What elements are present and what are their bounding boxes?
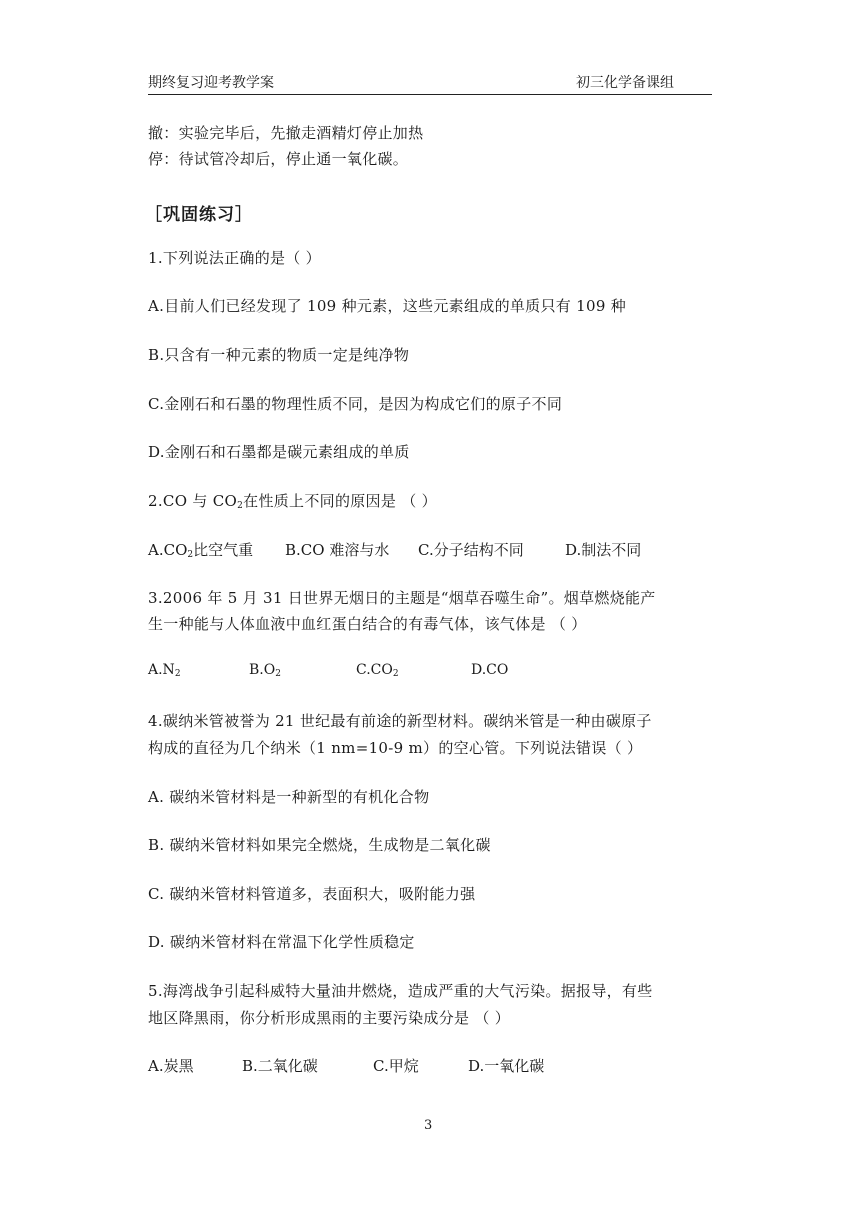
- q3-option-c-subscript: 2: [392, 669, 399, 679]
- q4-option-d: D. 碳纳米管材料在常温下化学性质稳定: [148, 933, 415, 951]
- q1-option-a: A.目前人们已经发现了 109 种元素，这些元素组成的单质只有 109 种: [148, 297, 627, 315]
- q2-stem-part-a: 2.CO 与 CO: [148, 492, 238, 510]
- q3-line-1: 3.2006 年 5 月 31 日世界无烟日的主题是“烟草吞噬生命”。烟草燃烧能产: [148, 589, 656, 607]
- q4-line-2: 构成的直径为几个纳米（1 nm=10-9 m）的空心管。下列说法错误（ ）: [148, 739, 643, 757]
- q2-option-d: D.制法不同: [565, 541, 642, 559]
- q2-option-a-text: A.CO: [148, 541, 188, 559]
- q2-option-b: B.CO 难溶与水: [285, 541, 390, 559]
- q3-option-b-text: B.O: [249, 662, 276, 678]
- q5-option-b: B.二氧化碳: [242, 1057, 318, 1075]
- q3-options: [148, 662, 708, 682]
- q2-stem-subscript: 2: [237, 501, 244, 511]
- q5-line-2: 地区降黑雨，你分析形成黑雨的主要污染成分是 （ ）: [148, 1009, 511, 1027]
- intro-line-1: 撤：实验完毕后，先撤走酒精灯停止加热: [148, 124, 424, 142]
- q5-line-1: 5.海湾战争引起科威特大量油井燃烧，造成严重的大气污染。据报导，有些: [148, 982, 653, 1000]
- q4-option-c: C. 碳纳米管材料管道多，表面积大，吸附能力强: [148, 885, 476, 903]
- q3-option-c-text: C.CO: [356, 662, 393, 678]
- q4-option-a: A. 碳纳米管材料是一种新型的有机化合物: [148, 788, 430, 806]
- q3-option-b-subscript: 2: [275, 669, 281, 679]
- q2-stem-part-b: 在性质上不同的原因是 （ ）: [243, 492, 437, 510]
- intro-line-2: 停：待试管冷却后，停止通一氧化碳。: [148, 150, 409, 168]
- q3-option-b: [249, 662, 281, 679]
- q5-option-c: C.甲烷: [373, 1057, 419, 1075]
- q5-options: [148, 1055, 708, 1075]
- q1-option-c: C.金刚石和石墨的物理性质不同，是因为构成它们的原子不同: [148, 395, 563, 413]
- header-right-title: 初三化学备课组: [576, 75, 674, 91]
- q2-options: [148, 539, 708, 559]
- q1-stem: 1.下列说法正确的是（ ）: [148, 249, 321, 267]
- q5-option-a: A.炭黑: [148, 1057, 194, 1075]
- q1-option-d: D.金刚石和石墨都是碳元素组成的单质: [148, 443, 410, 461]
- q4-option-b: B. 碳纳米管材料如果完全燃烧，生成物是二氧化碳: [148, 836, 491, 854]
- q3-option-a-subscript: 2: [174, 669, 181, 679]
- q3-option-a: [148, 662, 181, 679]
- q3-option-a-text: A.N: [148, 662, 175, 678]
- q3-option-d: D.CO: [471, 662, 509, 678]
- header-left-title: 期终复习迎考教学案: [148, 75, 274, 91]
- page-header: [148, 72, 712, 95]
- page-number: 3: [424, 1118, 433, 1133]
- q1-option-b: B.只含有一种元素的物质一定是纯净物: [148, 346, 410, 364]
- q2-option-a: [148, 539, 253, 560]
- section-title: ［巩固练习］: [145, 205, 253, 225]
- q3-line-2: 生一种能与人体血液中血红蛋白结合的有毒气体，该气体是 （ ）: [148, 615, 587, 633]
- q4-line-1: 4.碳纳米管被誉为 21 世纪最有前途的新型材料。碳纳米管是一种由碳原子: [148, 712, 652, 730]
- q3-option-c: [356, 662, 399, 679]
- q5-option-d: D.一氧化碳: [468, 1057, 545, 1075]
- q2-stem: [148, 490, 437, 511]
- q2-option-a-text-2: 比空气重: [193, 541, 254, 559]
- q2-option-a-subscript: 2: [187, 550, 194, 560]
- q2-option-c: C.分子结构不同: [418, 541, 524, 559]
